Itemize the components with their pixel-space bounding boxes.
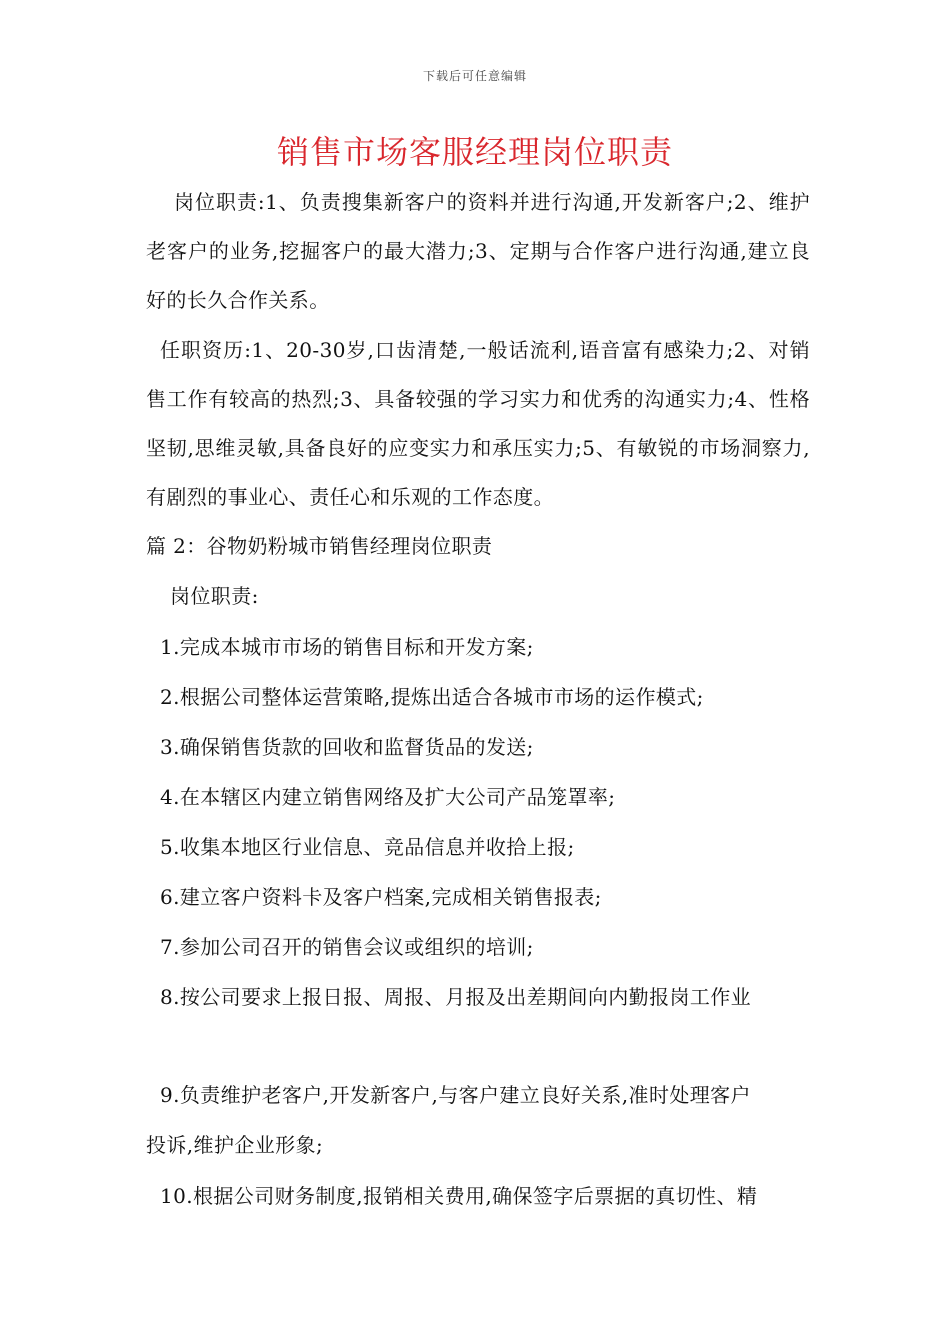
paragraph-qualifications: 任职资历:1、20-30岁,口齿清楚,一般话流利,语音富有感染力;2、对销售工作有较高的热烈;3、具备较强的学习实力和优秀的沟通实力;4、性格坚韧,思维灵敏,具备良好的应变实力和承压实力;5、有敏锐的市场洞察力,有剧烈的事业心、责任心和乐观的工作态度。	[146, 338, 810, 509]
list-item: 8.按公司要求上报日报、周报、月报及出差期间向内勤报岗工作业	[160, 985, 752, 1009]
list-item: 6.建立客户资料卡及客户档案,完成相关销售报表;	[160, 885, 602, 909]
list-item-continuation: 投诉,维护企业形象;	[146, 1133, 324, 1157]
section-subheading: 岗位职责:	[170, 584, 259, 608]
section-heading: 篇 2：谷物奶粉城市销售经理岗位职责	[146, 534, 493, 558]
page-header-note: 下载后可任意编辑	[422, 69, 527, 83]
list-item: 10.根据公司财务制度,报销相关费用,确保签字后票据的真切性、精	[160, 1184, 758, 1208]
list-item: 7.参加公司召开的销售会议或组织的培训;	[160, 935, 534, 959]
list-item: 5.收集本地区行业信息、竞品信息并收拾上报;	[160, 835, 575, 859]
paragraph-job-duties: 岗位职责:1、负责搜集新客户的资料并进行沟通,开发新客户;2、维护老客户的业务,挖掘客户的最大潜力;3、定期与合作客户进行沟通,建立良好的长久合作关系。	[146, 190, 810, 312]
list-item: 9.负责维护老客户,开发新客户,与客户建立良好关系,准时处理客户	[160, 1083, 751, 1107]
document-title: 销售市场客服经理岗位职责	[276, 133, 673, 171]
list-item: 3.确保销售货款的回收和监督货品的发送;	[160, 735, 534, 759]
list-item: 4.在本辖区内建立销售网络及扩大公司产品笼罩率;	[160, 785, 616, 809]
list-item: 2.根据公司整体运营策略,提炼出适合各城市市场的运作模式;	[160, 685, 704, 709]
list-item: 1.完成本城市市场的销售目标和开发方案;	[160, 635, 534, 659]
